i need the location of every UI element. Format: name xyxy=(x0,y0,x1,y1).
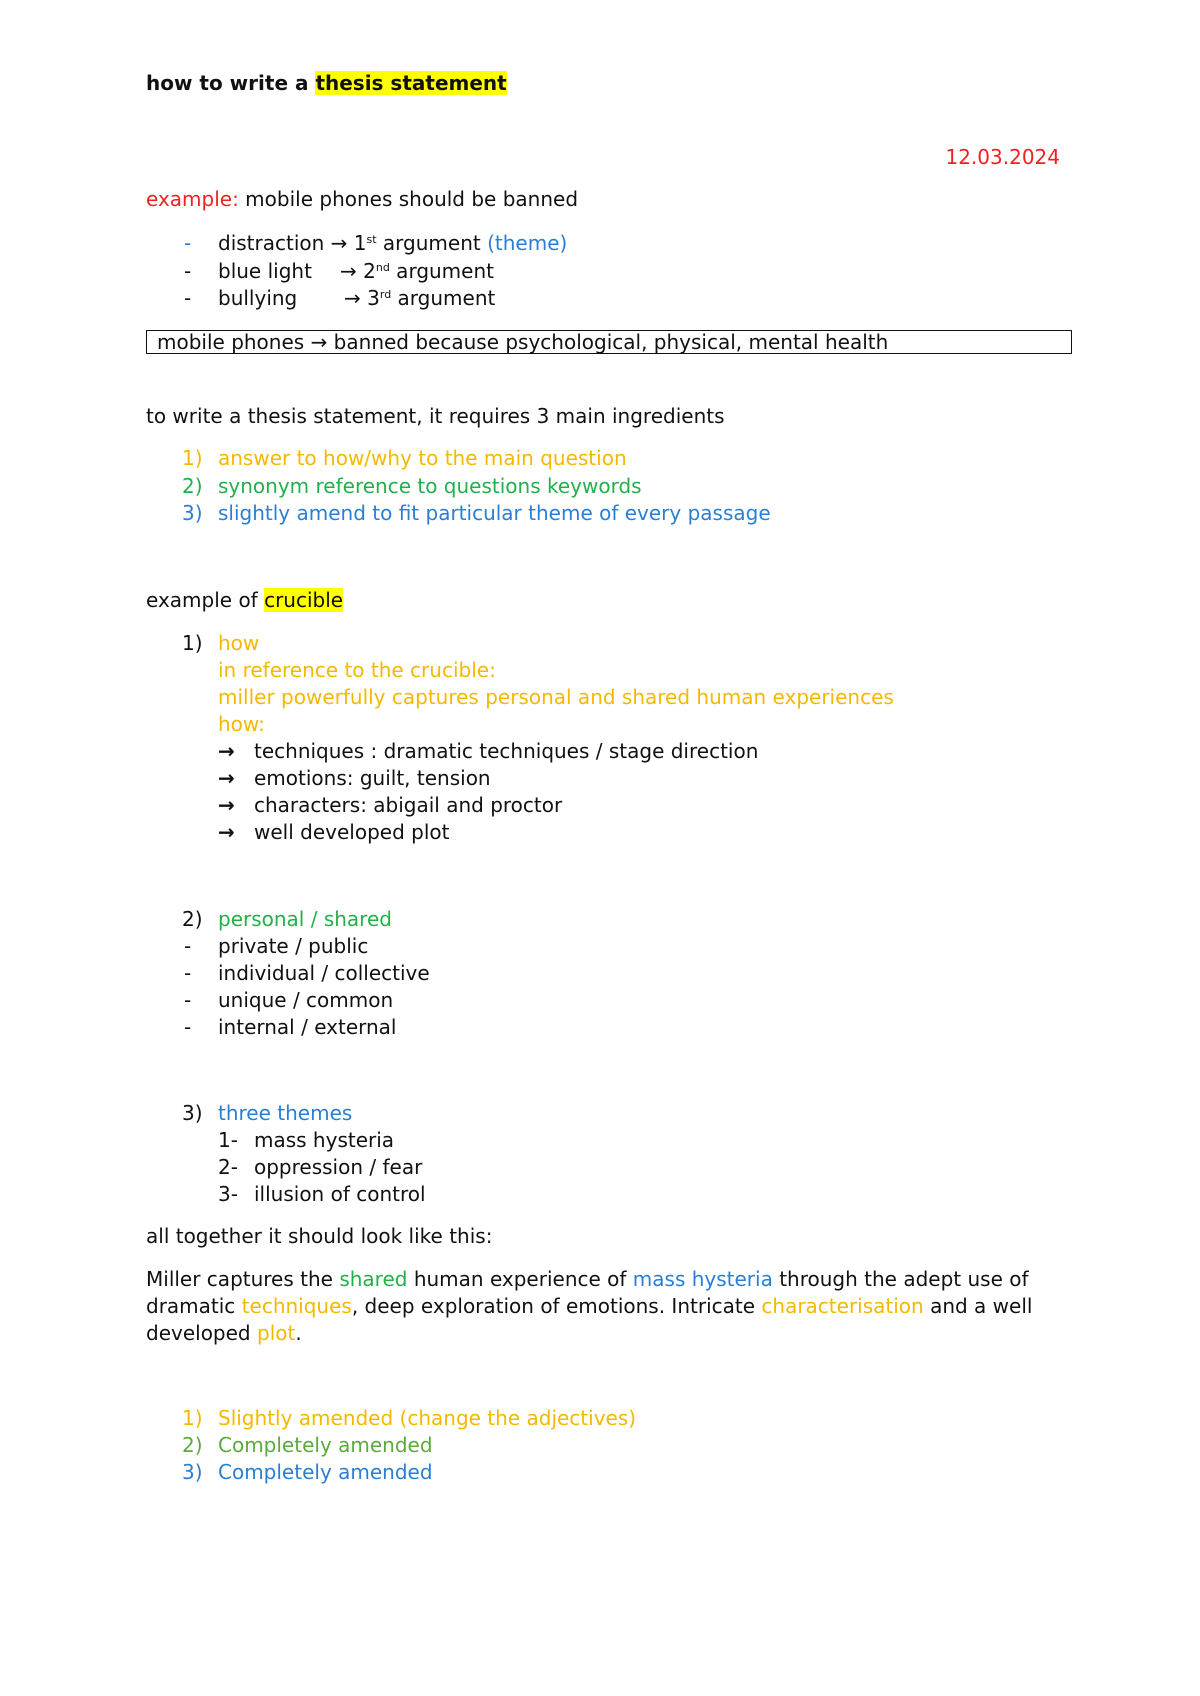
ingredients-intro: to write a thesis statement, it requires 3 main ingredients xyxy=(146,404,725,428)
summary-paragraph-line: dramatic techniques, deep exploration of emotions. Intricate characterisation and a well xyxy=(146,1294,1033,1318)
list-item: 3- illusion of control xyxy=(218,1182,426,1206)
document-page: how to write a thesis statement 12.03.2024 example: mobile phones should be banned - distraction → 1st argument (theme) - blue light → 2nd argument - bullying → 3rd argument mobile phones → banned because psychological, physical, mental health to write a thesis statement, it requires 3 main ingredients 1) answer to how/why to the main question 2) synonym reference to questions keywords 3) slightly amend to fit particular theme of every passage example of crucible 1) how in reference to the crucible: miller powerfully captures personal and shared human experiences how: → techniques : dramatic techniques / stage direction → emotions: guilt, tension → characters: abigail and proctor → well developed plot 2) personal / shared - private / public - individual / collective - unique / common - internal / external 3) three themes 1- mass hysteria 2- oppression / fear 3- illusion of control all together it should look like this: Miller captures the shared human experience of mass hysteria through the adept use of dramatic techniques, deep exploration of emotions. Intricate characterisation and a well developed plot. 1) Slightly amended (change the adjectives) 2) Completely amended 3) Completely amended xyxy=(0,0,1200,1696)
summary-box: mobile phones → banned because psychological, physical, mental health xyxy=(146,330,1072,354)
right-arrow-icon: → xyxy=(340,259,357,283)
example-heading: example: mobile phones should be banned xyxy=(146,187,579,211)
crucible-heading: example of crucible xyxy=(146,588,344,612)
crucible-highlight: crucible xyxy=(264,588,344,612)
right-arrow-icon: → xyxy=(344,286,361,310)
right-arrow-icon: → xyxy=(218,820,235,844)
list-item: → techniques : dramatic techniques / stage direction xyxy=(218,739,759,763)
example-label: example: xyxy=(146,187,239,211)
title-highlight: thesis statement xyxy=(315,71,507,95)
right-arrow-icon: → xyxy=(330,231,348,255)
right-arrow-icon: → xyxy=(310,330,328,354)
right-arrow-icon: → xyxy=(218,766,235,790)
crucible-text-line: miller powerfully captures personal and shared human experiences xyxy=(218,685,894,709)
crucible-text-line: how: xyxy=(218,712,265,736)
summary-paragraph-line: developed plot. xyxy=(146,1321,302,1345)
list-item: → emotions: guilt, tension xyxy=(218,766,491,790)
list-item: 1- mass hysteria xyxy=(218,1128,395,1152)
summary-intro: all together it should look like this: xyxy=(146,1224,493,1248)
right-arrow-icon: → xyxy=(218,793,235,817)
date: 12.03.2024 xyxy=(945,145,1060,169)
list-item: 2- oppression / fear xyxy=(218,1155,423,1179)
page-title: how to write a thesis statement xyxy=(146,71,507,95)
list-item: → characters: abigail and proctor xyxy=(218,793,563,817)
summary-paragraph-line: Miller captures the shared human experience of mass hysteria through the adept use of xyxy=(146,1267,1029,1291)
crucible-text-line: in reference to the crucible: xyxy=(218,658,496,682)
right-arrow-icon: → xyxy=(218,739,235,763)
list-item: → well developed plot xyxy=(218,820,450,844)
